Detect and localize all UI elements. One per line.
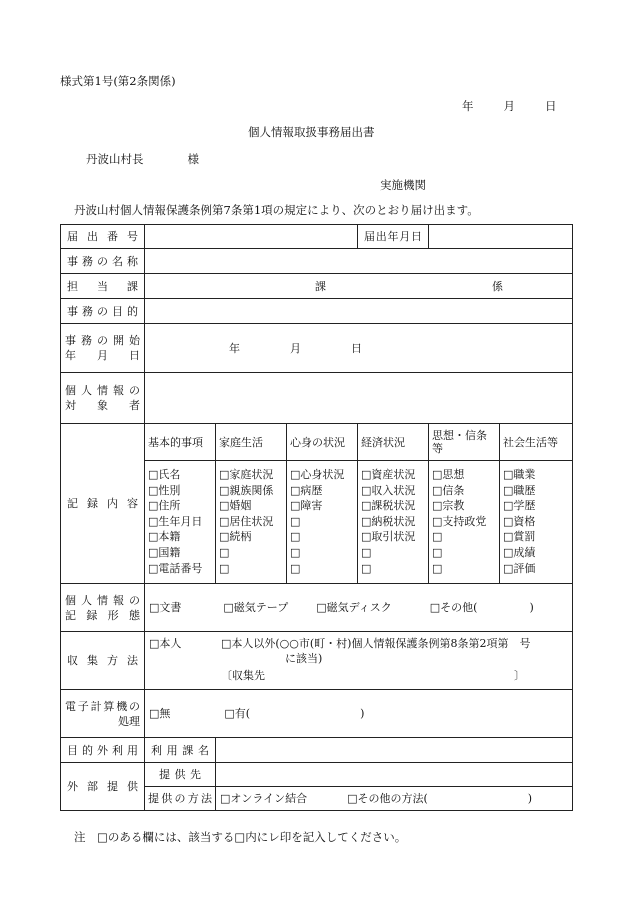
label-subject-l1: 個人情報の <box>65 384 140 397</box>
checkbox-item[interactable]: □取引状況 <box>361 530 416 544</box>
section-ka: 課 <box>315 279 326 293</box>
category-health: 心身の状況 <box>287 424 358 461</box>
checkbox-item[interactable]: □ <box>432 545 443 559</box>
category-family: 家庭生活 <box>216 424 287 461</box>
provider-field[interactable] <box>216 763 573 787</box>
checkbox-item[interactable]: □ <box>219 545 230 559</box>
label-computer-l2: 処理 <box>118 714 140 728</box>
notification-form-table <box>60 224 573 811</box>
checkbox-item[interactable]: □支持政党 <box>432 514 487 528</box>
checkbox-computer-yes[interactable]: □有( <box>224 707 251 720</box>
record-form-field <box>145 584 573 632</box>
checkbox-item[interactable]: □ <box>432 530 443 544</box>
checkbox-item[interactable]: □続柄 <box>219 530 252 544</box>
section-kakari: 係 <box>492 279 503 293</box>
checkbox-other-than-self[interactable]: □本人以外(○○市(町・村)個人情報保護条例第8条第2項第 号 <box>221 637 531 650</box>
checkbox-item[interactable]: □学歴 <box>503 499 536 513</box>
page-title: 個人情報取扱事務届出書 <box>248 125 375 139</box>
computer-field <box>145 690 573 738</box>
checkbox-item[interactable]: □病歴 <box>290 483 323 497</box>
checkbox-item[interactable]: □ <box>361 561 372 575</box>
computer-close-paren: ) <box>360 707 365 720</box>
label-section: 担当課 <box>61 274 145 299</box>
date-line <box>462 98 557 114</box>
checkbox-item[interactable]: □家庭状況 <box>219 468 274 481</box>
footnote: 注 □のある欄には、該当する□内にレ印を記入してください。 <box>74 830 407 844</box>
collect-source-close: 〕 <box>514 669 525 682</box>
start-month: 月 <box>290 341 301 355</box>
label-form-l2: 記録形態 <box>65 608 140 622</box>
start-day: 日 <box>351 341 362 355</box>
date-month: 月 <box>503 99 515 113</box>
collect-field <box>145 632 573 690</box>
checkbox-item[interactable]: □性別 <box>148 483 181 497</box>
checkbox-item[interactable]: □障害 <box>290 499 323 513</box>
label-outside-use: 目的外利用 <box>61 738 145 763</box>
label-provider: 提供先 <box>145 763 216 787</box>
items-family <box>216 461 287 584</box>
checkbox-item[interactable]: □氏名 <box>148 468 181 481</box>
checkbox-item[interactable]: □国籍 <box>148 545 181 559</box>
checkbox-computer-none[interactable]: □無 <box>149 707 171 720</box>
collect-clause-l2: に該当) <box>285 652 323 665</box>
checkbox-item[interactable]: □納税状況 <box>361 514 416 528</box>
checkbox-other-method[interactable]: □その他の方法( <box>347 792 428 805</box>
intro-text: 丹波山村個人情報保護条例第7条第1項の規定により、次のとおり届け出ます。 <box>74 203 479 217</box>
checkbox-item[interactable]: □職歴 <box>503 483 536 497</box>
date-year: 年 <box>462 99 474 113</box>
category-social: 社会生活等 <box>500 424 573 461</box>
method-close-paren: ) <box>527 792 533 805</box>
checkbox-document[interactable]: □文書 <box>149 601 182 614</box>
checkbox-item[interactable]: □信条 <box>432 483 465 497</box>
checkbox-item[interactable]: □ <box>290 545 301 559</box>
checkbox-item[interactable]: □ <box>290 561 301 575</box>
checkbox-item[interactable]: □心身状況 <box>290 468 345 481</box>
checkbox-item[interactable]: □電話番号 <box>148 561 203 575</box>
start-year: 年 <box>229 341 240 355</box>
checkbox-item[interactable]: □資産状況 <box>361 468 416 481</box>
items-belief <box>429 461 500 584</box>
items-social <box>500 461 573 584</box>
checkbox-item[interactable]: □生年月日 <box>148 514 203 528</box>
label-provide-method: 提供の方法 <box>145 787 216 811</box>
section-field[interactable] <box>145 274 573 299</box>
use-section-field[interactable] <box>216 738 573 763</box>
label-use-section: 利用課名 <box>145 738 216 763</box>
label-computer <box>61 690 145 738</box>
checkbox-item[interactable]: □親族関係 <box>219 483 274 497</box>
checkbox-other[interactable]: □その他( <box>429 601 478 614</box>
addressee-honorific: 様 <box>187 152 199 166</box>
label-office-name: 事務の名称 <box>61 249 145 274</box>
other-close-paren: ) <box>529 601 534 614</box>
label-purpose: 事務の目的 <box>61 299 145 324</box>
label-start-l1: 事務の開始 <box>65 334 140 347</box>
checkbox-item[interactable]: □課税状況 <box>361 499 416 513</box>
office-name-field[interactable] <box>145 249 573 274</box>
checkbox-magnetic-tape[interactable]: □磁気テープ <box>223 601 289 614</box>
checkbox-magnetic-disk[interactable]: □磁気ディスク <box>316 601 392 614</box>
checkbox-item[interactable]: □思想 <box>432 468 465 481</box>
items-health <box>287 461 358 584</box>
label-notify-no: 届出番号 <box>61 225 145 249</box>
purpose-field[interactable] <box>145 299 573 324</box>
label-form-l1: 個人情報の <box>65 593 140 607</box>
addressee-name: 丹波山村長 <box>86 152 144 166</box>
checkbox-item[interactable]: □宗教 <box>432 499 465 513</box>
checkbox-item[interactable]: □評価 <box>503 561 536 575</box>
label-subject <box>61 373 145 424</box>
checkbox-item[interactable]: □居住状況 <box>219 514 274 528</box>
provide-method-field <box>216 787 573 811</box>
checkbox-item[interactable]: □ <box>290 514 301 528</box>
label-collect: 収集方法 <box>61 632 145 690</box>
label-record-form <box>61 584 145 632</box>
checkbox-item[interactable]: □賞罰 <box>503 530 536 544</box>
checkbox-item[interactable]: □収入状況 <box>361 483 416 497</box>
checkbox-item[interactable]: □成績 <box>503 545 536 559</box>
checkbox-item[interactable]: □住所 <box>148 499 181 513</box>
checkbox-self[interactable]: □本人 <box>149 637 182 650</box>
checkbox-item[interactable]: □職業 <box>503 468 536 481</box>
label-record-content: 記録内容 <box>61 424 145 584</box>
checkbox-item[interactable]: □ <box>290 530 301 544</box>
items-economy <box>358 461 429 584</box>
collect-source-open: 〔収集先 <box>221 669 265 682</box>
checkbox-item[interactable]: □本籍 <box>148 530 181 544</box>
label-subject-l2: 対象者 <box>65 399 140 412</box>
checkbox-item[interactable]: □資格 <box>503 514 536 528</box>
checkbox-item[interactable]: □ <box>361 545 372 559</box>
label-notify-date: 届出年月日 <box>358 225 429 249</box>
label-external: 外部提供 <box>61 763 145 811</box>
subject-field[interactable] <box>145 373 573 424</box>
category-basic: 基本的事項 <box>145 424 216 461</box>
label-start-l2: 年月日 <box>65 349 140 362</box>
start-date-field[interactable] <box>145 324 573 373</box>
form-number: 様式第1号(第2条関係) <box>60 74 176 88</box>
addressee <box>86 151 199 167</box>
category-economy: 経済状況 <box>358 424 429 461</box>
notify-no-field[interactable] <box>145 225 358 249</box>
checkbox-item[interactable]: □ <box>219 561 230 575</box>
date-day: 日 <box>545 99 557 113</box>
notify-date-field[interactable] <box>429 225 573 249</box>
checkbox-item[interactable]: □ <box>432 561 443 575</box>
label-computer-l1: 電子計算機の <box>65 699 140 713</box>
agency: 実施機関 <box>380 178 426 192</box>
items-basic <box>145 461 216 584</box>
checkbox-online[interactable]: □オンライン結合 <box>220 792 308 805</box>
checkbox-item[interactable]: □婚姻 <box>219 499 252 513</box>
label-start-date <box>61 324 145 373</box>
category-belief: 思想・信条等 <box>429 424 500 461</box>
